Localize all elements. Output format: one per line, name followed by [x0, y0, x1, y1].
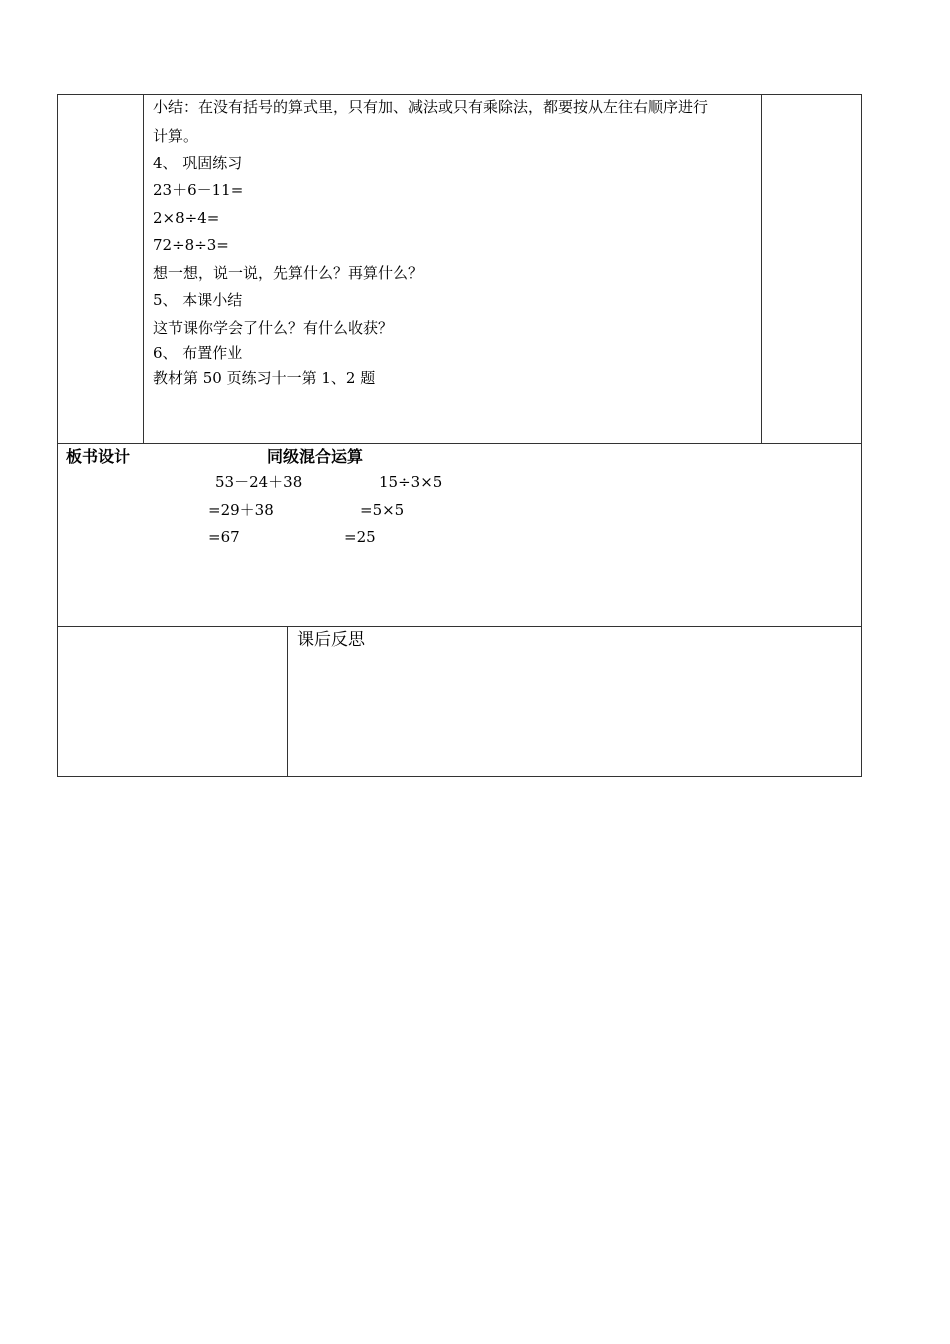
exercise-3: 72÷8÷3= — [153, 236, 229, 254]
think-prompt: 想一想，说一说，先算什么？再算什么？ — [153, 264, 424, 282]
left-calc-line-2: =29＋38 — [208, 501, 274, 519]
lesson-left-divider — [143, 94, 144, 444]
homework-assignment: 教材第 50 页练习十一第 1、2 题 — [153, 369, 376, 387]
board-design-title: 同级混合运算 — [267, 447, 364, 466]
reflection-divider — [287, 626, 288, 777]
summary-line-2: 计算。 — [153, 127, 199, 145]
right-calc-line-3: =25 — [344, 528, 376, 546]
exercise-2: 2×8÷4= — [153, 209, 220, 227]
summary-question: 这节课你学会了什么？有什么收获？ — [153, 319, 394, 337]
left-calc-line-3: =67 — [208, 528, 240, 546]
table-left-border — [57, 94, 58, 777]
exercise-1: 23＋6－11= — [153, 181, 244, 199]
right-calc-line-2: =5×5 — [360, 501, 405, 519]
section-heading-practice: 4、 巩固练习 — [153, 154, 243, 172]
right-calc-line-1: 15÷3×5 — [379, 473, 443, 491]
lesson-content — [153, 98, 753, 398]
table-right-border — [861, 94, 862, 777]
section-heading-summary: 5、 本课小结 — [153, 291, 243, 309]
section-heading-homework: 6、 布置作业 — [153, 344, 243, 362]
table-top-border — [57, 94, 862, 95]
summary-line-1: 小结：在没有括号的算式里，只有加、减法或只有乘除法，都要按从左往右顺序进行 — [153, 98, 709, 116]
reflection-label: 课后反思 — [297, 630, 365, 650]
lesson-bottom-border — [57, 443, 862, 444]
lesson-right-divider — [761, 94, 762, 444]
board-bottom-border — [57, 626, 862, 627]
board-design-label: 板书设计 — [66, 447, 131, 466]
table-bottom-border — [57, 776, 862, 777]
left-calc-line-1: 53－24＋38 — [215, 473, 303, 491]
